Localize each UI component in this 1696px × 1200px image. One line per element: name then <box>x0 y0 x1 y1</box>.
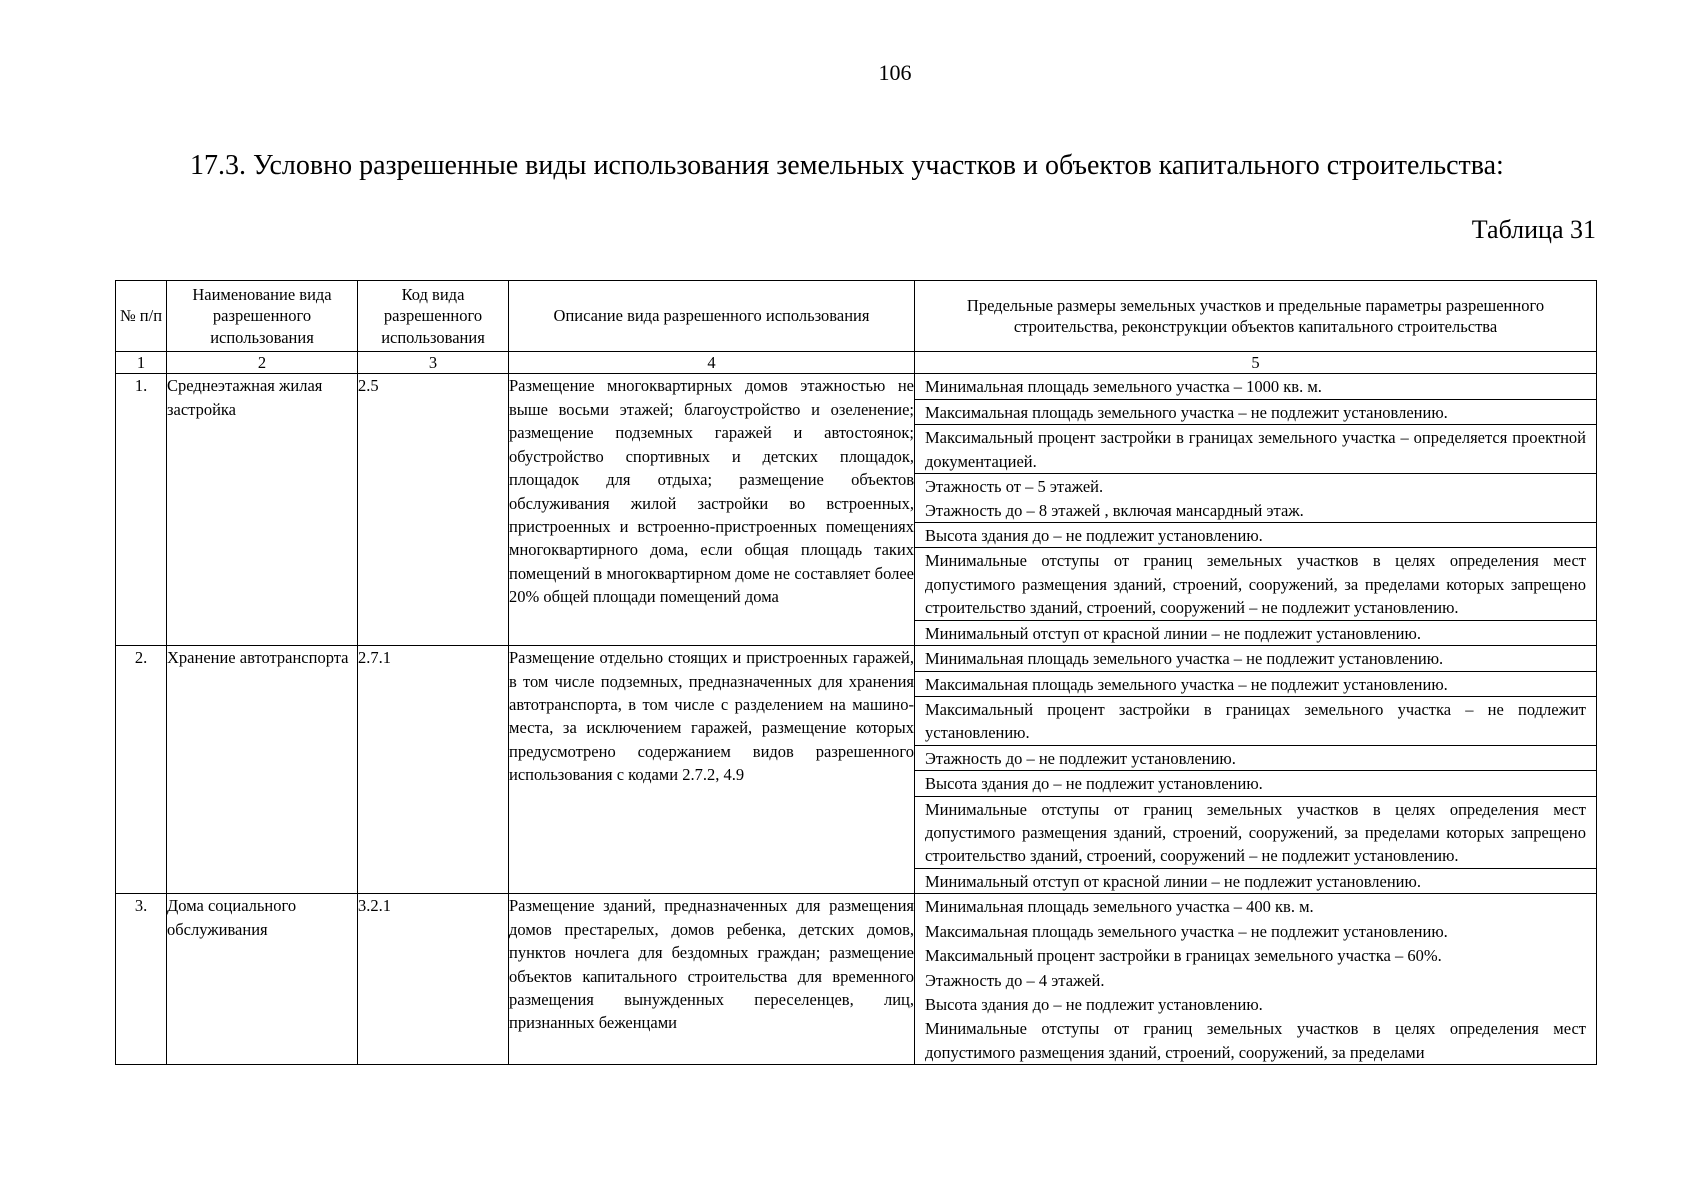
parameter-cell <box>915 473 1596 522</box>
use-parameters <box>915 374 1597 646</box>
parameter-line: Максимальная площадь земельного участка – не подлежит установлению. <box>925 921 1448 941</box>
parameter-cell <box>915 770 1596 795</box>
header-description: Описание вида разрешенного использования <box>509 281 915 352</box>
use-code: 2.5 <box>358 374 509 646</box>
parameter-line: Высота здания до – не подлежит установлению. <box>925 994 1263 1014</box>
row-number: 2. <box>116 646 167 894</box>
use-code: 3.2.1 <box>358 894 509 1065</box>
table-label: Таблица 31 <box>1471 215 1596 244</box>
land-use-table <box>115 280 1597 1065</box>
parameter-line: Минимальная площадь земельного участка – 1000 кв. м. <box>925 377 1322 397</box>
parameter-cell <box>915 796 1596 868</box>
table-row <box>116 374 1597 646</box>
row-number: 3. <box>116 894 167 1065</box>
column-number: 1 <box>116 352 167 374</box>
parameter-line: Максимальный процент застройки в границах земельного участка – 60%. <box>925 946 1442 966</box>
use-name: Хранение автотранспорта <box>167 646 358 894</box>
column-number: 3 <box>358 352 509 374</box>
parameter-line: Минимальные отступы от границ земельных участков в целях определения мест допустимого размещения зданий, строений, сооружений, за пределами которых запрещено строительство зданий, строений, сооружений – не подлежит установлению. <box>925 799 1586 866</box>
use-description: Размещение многоквартирных домов этажностью не выше восьми этажей; благоустройство и озеленение; размещение подземных гаражей и автостоянок; обустройство спортивных и детских площадок, площадок для отдыха; размещение объектов обслуживания жилой застройки во встроенных, пристроенных и встроенно-пристроенных помещениях многоквартирного дома, если общая площадь таких помещений в многоквартирном доме не составляет более 20% общей площади помещений дома <box>509 374 915 646</box>
parameter-line: Минимальные отступы от границ земельных участков в целях определения мест допустимого размещения зданий, строений, сооружений, за пределами <box>925 1019 1586 1062</box>
table-header-row <box>116 281 1597 352</box>
parameter-line: Высота здания до – не подлежит установлению. <box>925 774 1263 794</box>
column-number-row <box>116 352 1597 374</box>
parameter-line: Минимальная площадь земельного участка – не подлежит установлению. <box>925 649 1444 669</box>
parameter-cell <box>915 547 1596 619</box>
parameter-line: Минимальная площадь земельного участка – 400 кв. м. <box>925 897 1314 917</box>
parameter-cell <box>915 745 1596 770</box>
parameter-line: Этажность до – не подлежит установлению. <box>925 748 1236 768</box>
use-code: 2.7.1 <box>358 646 509 894</box>
parameter-line: Максимальная площадь земельного участка – не подлежит установлению. <box>925 674 1448 694</box>
parameter-cell <box>915 868 1596 893</box>
header-code: Код вида разрешенного использования <box>358 281 509 352</box>
parameter-cell <box>915 696 1596 745</box>
parameter-cell <box>915 646 1596 670</box>
table-row <box>116 894 1597 1065</box>
column-number: 2 <box>167 352 358 374</box>
header-parameters: Предельные размеры земельных участков и предельные параметры разрешенного строительства, реконструкции объектов капитального строительства <box>915 281 1597 352</box>
parameter-cell <box>915 522 1596 547</box>
column-number: 5 <box>915 352 1597 374</box>
parameter-cell <box>915 620 1596 645</box>
parameter-line: Высота здания до – не подлежит установлению. <box>925 525 1263 545</box>
parameter-line: Этажность до – 4 этажей. <box>925 970 1105 990</box>
parameter-line: Минимальный отступ от красной линии – не подлежит установлению. <box>925 871 1421 891</box>
parameter-line: Максимальный процент застройки в границах земельного участка – не подлежит установлению. <box>925 699 1586 743</box>
parameter-line: Максимальная площадь земельного участка – не подлежит установлению. <box>925 402 1448 422</box>
parameter-cell <box>915 399 1596 424</box>
parameter-cell <box>915 374 1596 398</box>
header-number: № п/п <box>116 281 167 352</box>
use-parameters <box>915 894 1597 1065</box>
parameter-line: Минимальный отступ от красной линии – не подлежит установлению. <box>925 623 1421 643</box>
parameter-cell <box>915 424 1596 473</box>
use-description: Размещение зданий, предназначенных для размещения домов престарелых, домов ребенка, детских домов, пунктов ночлега для бездомных граждан; размещение объектов капитального строительства для временного размещения вынужденных переселенцев, лиц, признанных беженцами <box>509 894 915 1065</box>
parameter-line: Максимальный процент застройки в границах земельного участка – определяется проектной документацией. <box>925 428 1586 471</box>
row-number: 1. <box>116 374 167 646</box>
table-row <box>116 646 1597 894</box>
parameter-line: Этажность от – 5 этажей. <box>925 477 1104 497</box>
use-parameters <box>915 646 1597 894</box>
header-name: Наименование вида разрешенного использования <box>167 281 358 352</box>
parameter-line: Этажность до – 8 этажей , включая мансардный этаж. <box>925 500 1304 520</box>
parameter-cell <box>915 671 1596 696</box>
use-description: Размещение отдельно стоящих и пристроенных гаражей, в том числе подземных, предназначенных для хранения автотранспорта, в том числе с разделением на машино-места, за исключением гаражей, размещение которых предусмотрено содержанием видов разрешенного использования с кодами 2.7.2, 4.9 <box>509 646 915 894</box>
parameter-line: Минимальные отступы от границ земельных участков в целях определения мест допустимого размещения зданий, строений, сооружений, за пределами которых запрещено строительство зданий, строений, сооружений – не подлежит установлению. <box>925 551 1586 618</box>
use-name: Среднеэтажная жилая застройка <box>167 374 358 646</box>
column-number: 4 <box>509 352 915 374</box>
page-number: 106 <box>878 60 912 85</box>
section-title: 17.3. Условно разрешенные виды использования земельных участков и объектов капитального строительства: <box>190 150 1504 181</box>
use-name: Дома социального обслуживания <box>167 894 358 1065</box>
